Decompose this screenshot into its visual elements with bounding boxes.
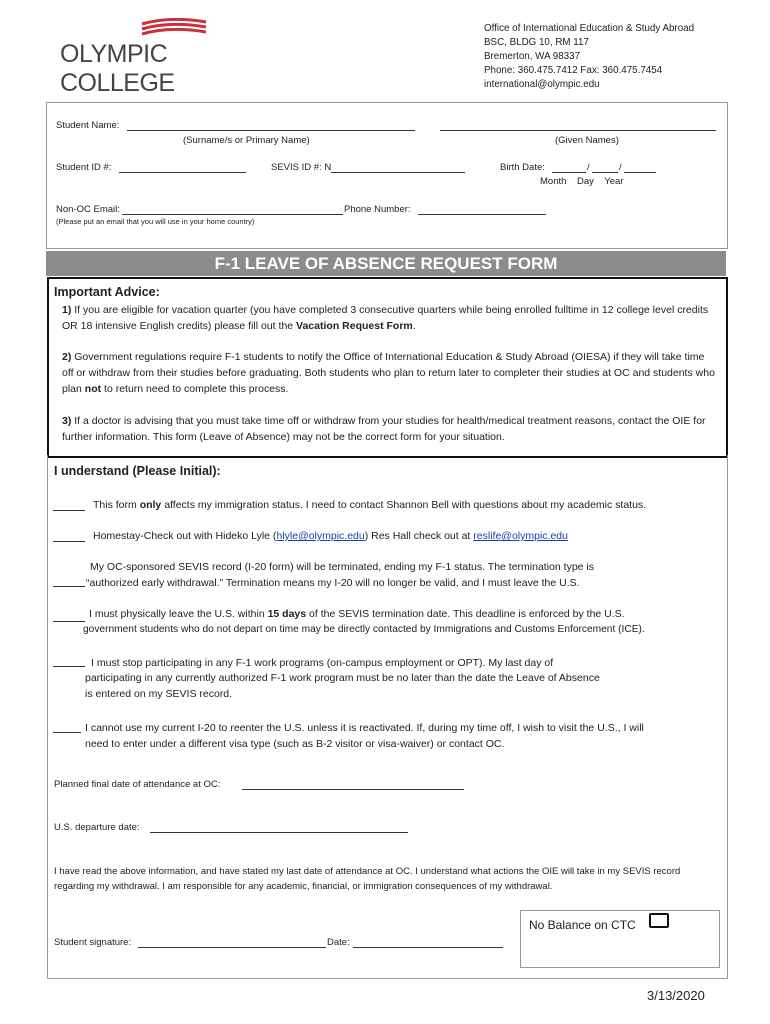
acknowledgement-statement: I have read the above information, and have stated my last date of attendance at OC. I understand what actions the OIE will take in my SEVIS record regarding my withdrawal. I am responsible for any academic, financial, or immigration consequences of my withdrawal. [54,866,681,892]
logo-text: OLYMPIC COLLEGE [60,40,175,97]
signature-date-label: Date: [327,937,350,948]
final-attendance-label: Planned final date of attendance at OC: [54,779,221,790]
understand-emphasis: 15 days [267,608,307,620]
understand-item-1 [93,497,646,513]
no-balance-checkbox[interactable] [649,913,669,928]
understand-item-5-line2: participating in any currently authorized F-1 work program must be no later than the date the Leave of Absence [85,672,600,684]
sevis-id-field[interactable] [331,160,465,173]
understand-item-5-line1: I must stop participating in any F-1 work programs (on-campus employment or OPT). My last day of [91,657,554,669]
advice-item-num: 2) [62,351,72,363]
understand-text: I must physically leave the U.S. within [89,608,265,620]
understand-item-3-line2: “authorized early withdrawal.” Termination means my I-20 will no longer be valid, and I must leave the U.S. [86,577,580,589]
office-line: Bremerton, WA 98337 [484,51,581,62]
office-line: international@olympic.edu [484,79,600,90]
birth-date-label: Birth Date: [500,162,545,173]
student-id-field[interactable] [119,160,246,173]
email-field[interactable] [122,202,343,215]
advice-item-text: Government regulations require F-1 students to notify the Office of International Education & Study Abroad (OIESA) if they will take time off or withdraw from their studies before graduating. Both students who plan to return later to completer their studies at OC and students who plan [62,351,715,395]
initial-field[interactable] [53,609,85,622]
initial-field[interactable] [53,529,85,542]
initial-field[interactable] [53,720,81,733]
signature-date-field[interactable] [353,935,503,948]
departure-date-label: U.S. departure date: [54,822,140,833]
advice-item-end: . [412,320,416,332]
initial-field[interactable] [53,654,85,667]
form-revision-date: 3/13/2020 [647,988,705,1003]
surname-field[interactable] [127,118,415,131]
advice-item-num: 3) [62,415,72,427]
understand-item-5-line3: is entered on my SEVIS record. [85,688,233,700]
advice-item-3 [62,413,722,445]
reslife-email-link[interactable]: reslife@olympic.edu [473,530,568,542]
office-address [484,22,744,92]
understand-text: Homestay-Check out with Hideko Lyle ( [93,530,277,542]
student-id-label: Student ID #: [56,162,112,173]
understand-text: ) Res Hall check out at [364,530,471,542]
given-names-field[interactable] [440,118,716,131]
vacation-form-name: Vacation Request Form [296,320,413,332]
understand-text: affects my immigration status. I need to contact Shannon Bell with questions about my academic status. [164,499,647,511]
initial-field[interactable] [53,574,85,587]
understand-item-4-line2: government students who do not depart on time may be directly contacted by Immigrations and Customs Enforcement (ICE). [83,624,645,635]
logo-swoosh-icon [140,18,210,40]
office-line: Office of International Education & Study Abroad [484,23,695,34]
surname-caption: (Surname/s or Primary Name) [183,135,310,146]
office-line: BSC, BLDG 10, RM 117 [484,37,589,48]
signature-label: Student signature: [54,937,132,948]
understand-text: This form [93,499,137,511]
advice-heading: Important Advice: [54,285,160,299]
advice-item-num: 1) [62,304,72,316]
student-name-label: Student Name: [56,120,120,131]
understand-item-2 [93,528,568,544]
understand-item-3-line1: My OC-sponsored SEVIS record (I-20 form) will be terminated, ending my F-1 status. The termination type is [90,561,594,573]
understand-item-4-line1 [89,606,625,622]
advice-item-text: If you are eligible for vacation quarter (you have completed 3 consecutive quarters while being enrolled fulltime in 12 college level credits OR 18 intensive English credits) please fill out the [62,304,709,332]
logo [60,18,270,97]
signature-field[interactable] [138,935,326,948]
final-attendance-field[interactable] [242,777,464,790]
departure-date-field[interactable] [150,820,408,833]
birth-month-field[interactable] [552,160,586,173]
advice-emphasis: not [84,383,102,395]
email-note: (Please put an email that you will use in your home country) [56,217,255,226]
understand-item-6-line1: I cannot use my current I-20 to reenter the U.S. unless it is reactivated. If, during my time off, I wish to visit the U.S., I will [85,722,644,734]
sevis-id-label: SEVIS ID #: N [271,162,332,173]
advice-item-1 [62,302,718,334]
birth-date-caption: Month Day Year [540,176,624,187]
birth-year-field[interactable] [624,160,656,173]
form-title: F-1 LEAVE OF ABSENCE REQUEST FORM [46,251,726,276]
hlyle-email-link[interactable]: hlyle@olympic.edu [276,530,365,542]
advice-item-text: If a doctor is advising that you must take time off or withdraw from your studies for health/medical treatment reasons, contact the OIE for further information. This form (Leave of Absence) may not be the correct form for your situation. [62,415,706,443]
birth-day-field[interactable] [592,160,618,173]
given-names-caption: (Given Names) [555,135,619,146]
phone-field[interactable] [418,202,546,215]
email-label: Non-OC Email: [56,204,120,215]
understand-item-6-line2: need to enter under a different visa type (such as B-2 visitor or visa-waiver) or contact OC. [85,738,505,750]
no-balance-label: No Balance on CTC [529,918,636,932]
understand-emphasis: only [139,499,162,511]
office-line: Phone: 360.475.7412 Fax: 360.475.7454 [484,65,663,76]
understand-heading: I understand (Please Initial): [54,464,221,478]
birth-sep: / [587,162,590,173]
advice-item-text: to return need to complete this process. [104,383,289,395]
understand-text: of the SEVIS termination date. This deadline is enforced by the U.S. [309,608,625,620]
birth-sep: / [619,162,622,173]
initial-field[interactable] [53,498,85,511]
phone-label: Phone Number: [344,204,411,215]
advice-item-2 [62,349,718,397]
